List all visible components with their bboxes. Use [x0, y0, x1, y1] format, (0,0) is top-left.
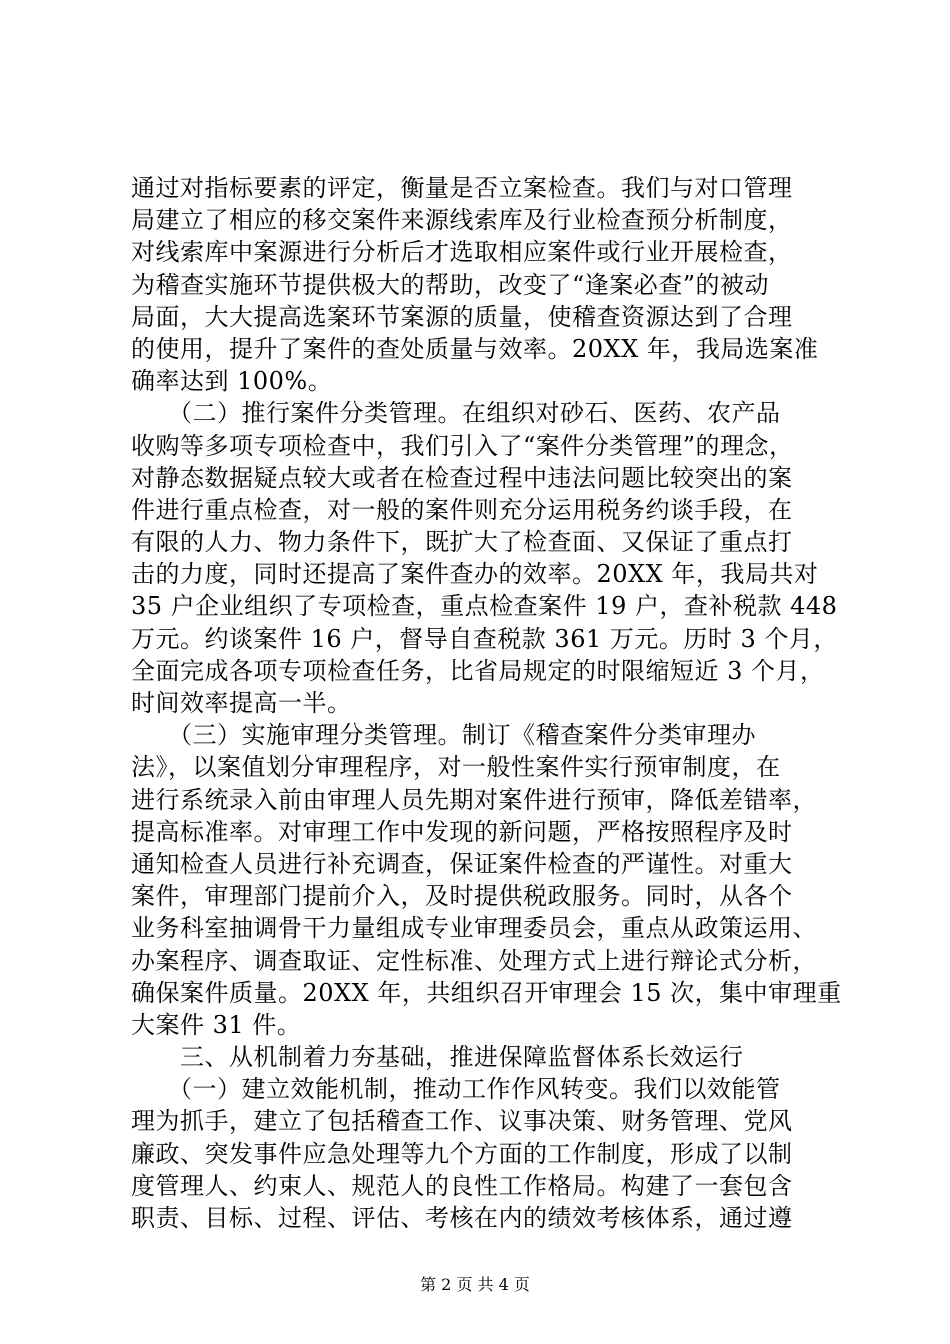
text-line: 法》，以案值划分审理程序，对一般性案件实行预审制度，在 — [131, 753, 781, 782]
text-line: 的使用，提升了案件的查处质量与效率。20XX 年，我局选案准 — [131, 334, 819, 363]
text-line: 击的力度，同时还提高了案件查办的效率。20XX 年，我局共对 — [131, 560, 819, 589]
text-line: 业务科室抽调骨干力量组成专业审理委员会，重点从政策运用、 — [131, 914, 817, 943]
text-line: 度管理人、约束人、规范人的良性工作格局。构建了一套包含 — [131, 1171, 793, 1200]
text-line: 对静态数据疑点较大或者在检查过程中违法问题比较突出的案 — [131, 463, 793, 492]
page-number: 第 2 页 共 4 页 — [420, 1275, 530, 1294]
text-line: 大案件 31 件。 — [131, 1010, 302, 1039]
text-line: 案件，审理部门提前介入，及时提供税政服务。同时，从各个 — [131, 882, 793, 911]
text-line: 为稽查实施环节提供极大的帮助，改变了“逢案必查”的被动 — [131, 270, 770, 299]
page-footer — [0, 1275, 950, 1295]
text-line: 职责、目标、过程、评估、考核在内的绩效考核体系，通过遵 — [131, 1204, 793, 1232]
text-line: 对线索库中案源进行分析后才选取相应案件或行业开展检查， — [131, 238, 793, 267]
text-line: 通过对指标要素的评定，衡量是否立案检查。我们与对口管理 — [131, 174, 793, 202]
section-heading: 三、从机制着力夯基础，推进保障监督体系长效运行 — [131, 1043, 744, 1072]
text-line: 廉政、突发事件应急处理等九个方面的工作制度，形成了以制 — [131, 1139, 793, 1168]
text-line: 35 户企业组织了专项检查，重点检查案件 19 户，查补税款 448 — [131, 592, 838, 621]
text-line: 确率达到 100%。 — [131, 367, 333, 396]
text-line: （三）实施审理分类管理。制订《稽查案件分类审理办 — [131, 721, 756, 750]
text-line: 进行系统录入前由审理人员先期对案件进行预审，降低差错率， — [131, 785, 817, 814]
text-line: 通知检查人员进行补充调查，保证案件检查的严谨性。对重大 — [131, 849, 793, 878]
text-line: 局建立了相应的移交案件来源线索库及行业检查预分析制度， — [131, 206, 793, 235]
text-line: 件进行重点检查，对一般的案件则充分运用税务约谈手段，在 — [131, 495, 793, 524]
text-line: 收购等多项专项检查中，我们引入了“案件分类管理”的理念， — [131, 431, 794, 460]
text-line: 有限的人力、物力条件下，既扩大了检查面、又保证了重点打 — [131, 528, 793, 557]
text-line: 确保案件质量。20XX 年，共组织召开审理会 15 次，集中审理重 — [131, 978, 842, 1007]
text-line: （一）建立效能机制，推动工作作风转变。我们以效能管 — [131, 1075, 781, 1104]
text-line: 万元。约谈案件 16 户，督导自查税款 361 万元。历时 3 个月， — [131, 624, 838, 653]
text-line: 提高标准率。对审理工作中发现的新问题，严格按照程序及时 — [131, 817, 793, 846]
text-line: （二）推行案件分类管理。在组织对砂石、医药、农产品 — [131, 399, 781, 428]
text-line: 理为抓手，建立了包括稽查工作、议事决策、财务管理、党风 — [131, 1107, 793, 1136]
text-line: 局面，大大提高选案环节案源的质量，使稽查资源达到了合理 — [131, 302, 793, 331]
body-text — [131, 172, 842, 1234]
text-line: 办案程序、调查取证、定性标准、处理方式上进行辩论式分析， — [131, 946, 817, 975]
text-line: 全面完成各项专项检查任务，比省局规定的时限缩短近 3 个月， — [131, 656, 825, 685]
text-line: 时间效率提高一半。 — [131, 689, 352, 717]
